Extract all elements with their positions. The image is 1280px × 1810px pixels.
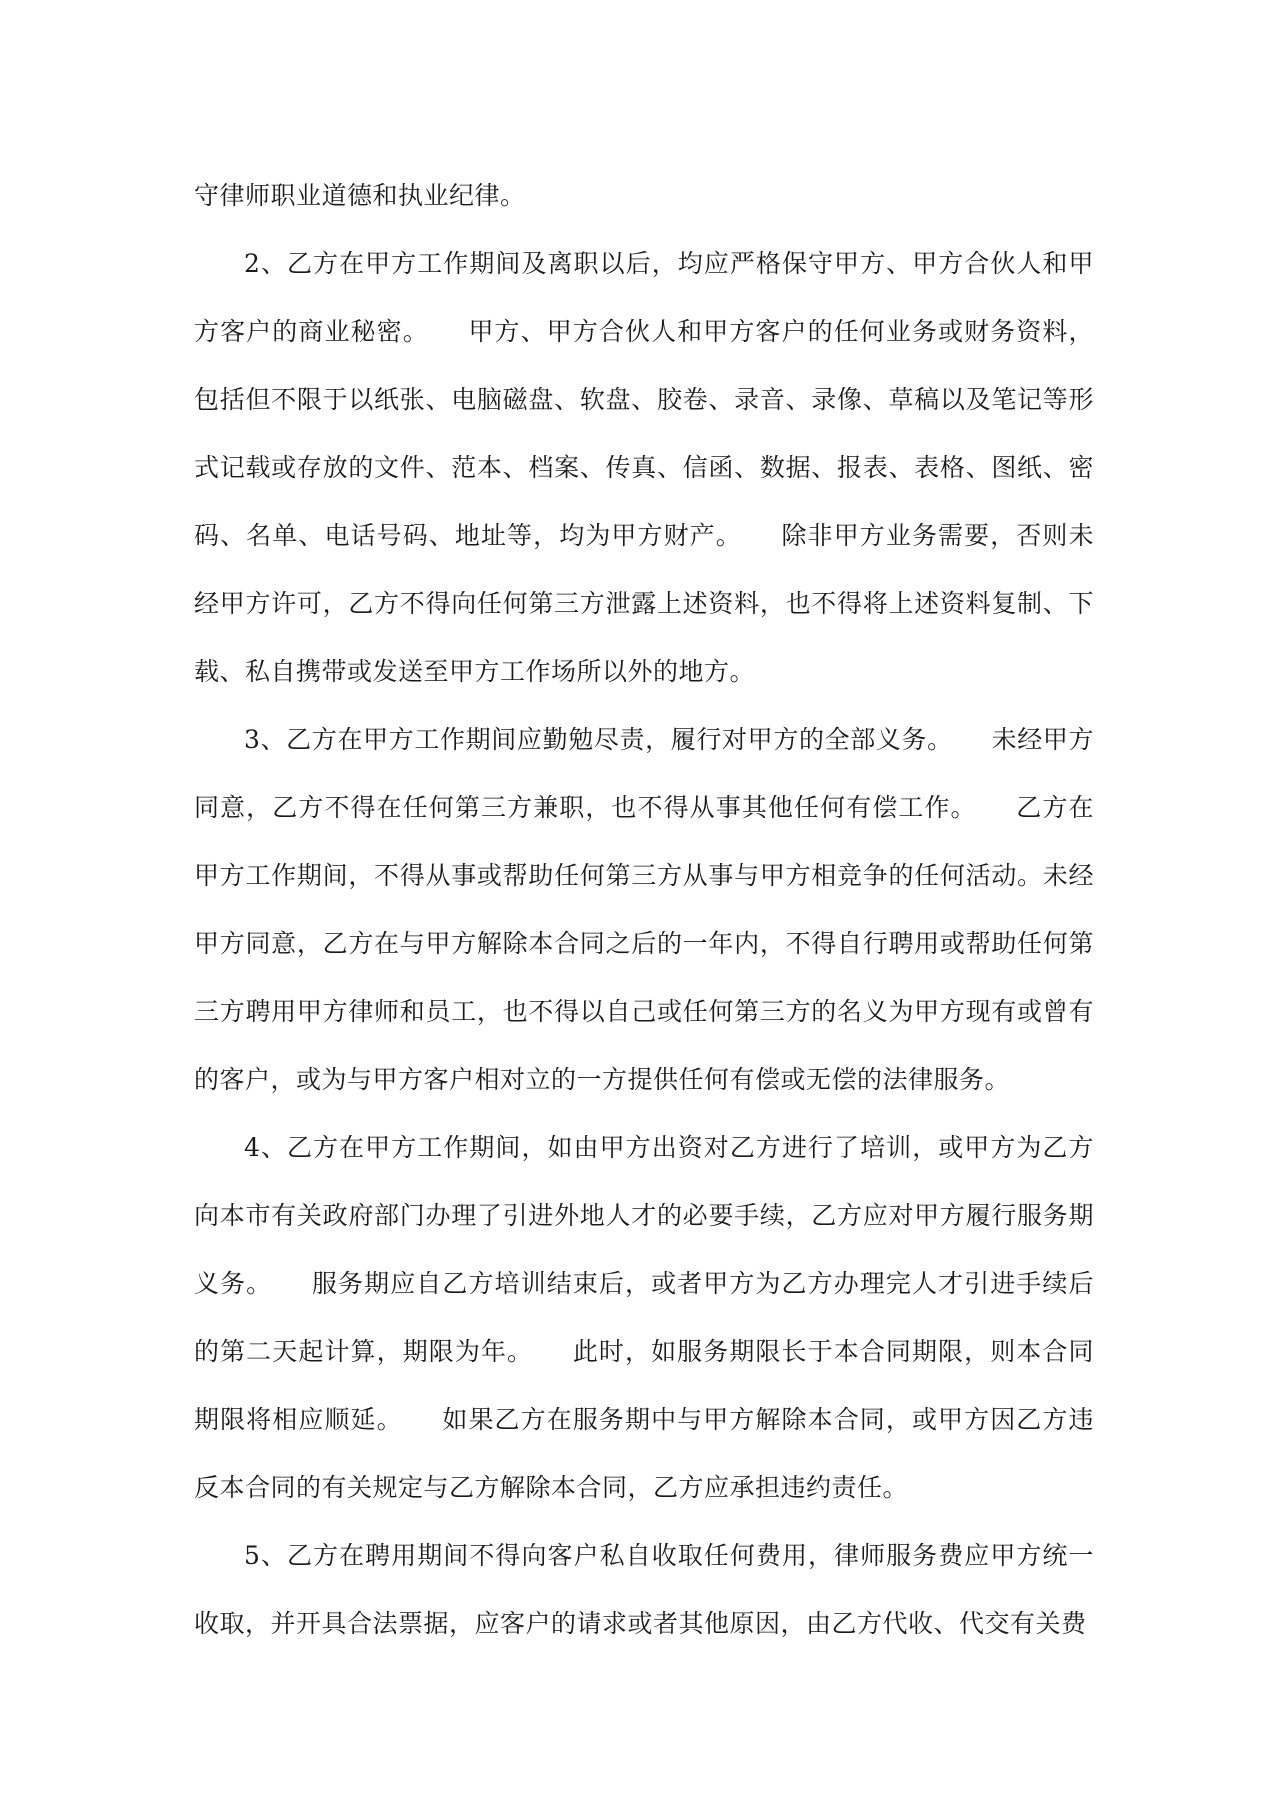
- document-body: [194, 162, 1094, 1658]
- paragraph-clause-5: 5、乙方在聘用期间不得向客户私自收取任何费用，律师服务费应甲方统一收取，并开具合法票据，应客户的请求或者其他原因，由乙方代收、代交有关费: [194, 1541, 1094, 1638]
- paragraph-clause-2: 2、乙方在甲方工作期间及离职以后，均应严格保守甲方、甲方合伙人和甲方客户的商业秘密。 甲方、甲方合伙人和甲方客户的任何业务或财务资料，包括但不限于以纸张、电脑磁盘、软盘、胶卷、录音、录像、草稿以及笔记等形式记载或存放的文件、范本、档案、传真、信函、数据、报表、表格、图纸、密码、名单、电话号码、地址等，均为甲方财产。 除非甲方业务需要，否则未经甲方许可，乙方不得向任何第三方泄露上述资料，也不得将上述资料复制、下载、私自携带或发送至甲方工作场所以外的地方。: [194, 249, 1094, 686]
- paragraph-continuation: 守律师职业道德和执业纪律。: [194, 181, 526, 210]
- paragraph-clause-4: 4、乙方在甲方工作期间，如由甲方出资对乙方进行了培训，或甲方为乙方向本市有关政府部门办理了引进外地人才的必要手续，乙方应对甲方履行服务期义务。 服务期应自乙方培训结束后，或者甲方为乙方办理完人才引进手续后的第二天起计算，期限为年。 此时，如服务期限长于本合同期限，则本合同期限将相应顺延。 如果乙方在服务期中与甲方解除本合同，或甲方因乙方违反本合同的有关规定与乙方解除本合同，乙方应承担违约责任。: [194, 1133, 1094, 1502]
- paragraph-clause-3: 3、乙方在甲方工作期间应勤勉尽责，履行对甲方的全部义务。 未经甲方同意，乙方不得在任何第三方兼职，也不得从事其他任何有偿工作。 乙方在甲方工作期间，不得从事或帮助任何第三方从事与甲方相竞争的任何活动。未经甲方同意，乙方在与甲方解除本合同之后的一年内，不得自行聘用或帮助任何第三方聘用甲方律师和员工，也不得以自己或任何第三方的名义为甲方现有或曾有的客户，或为与甲方客户相对立的一方提供任何有偿或无偿的法律服务。: [194, 725, 1094, 1094]
